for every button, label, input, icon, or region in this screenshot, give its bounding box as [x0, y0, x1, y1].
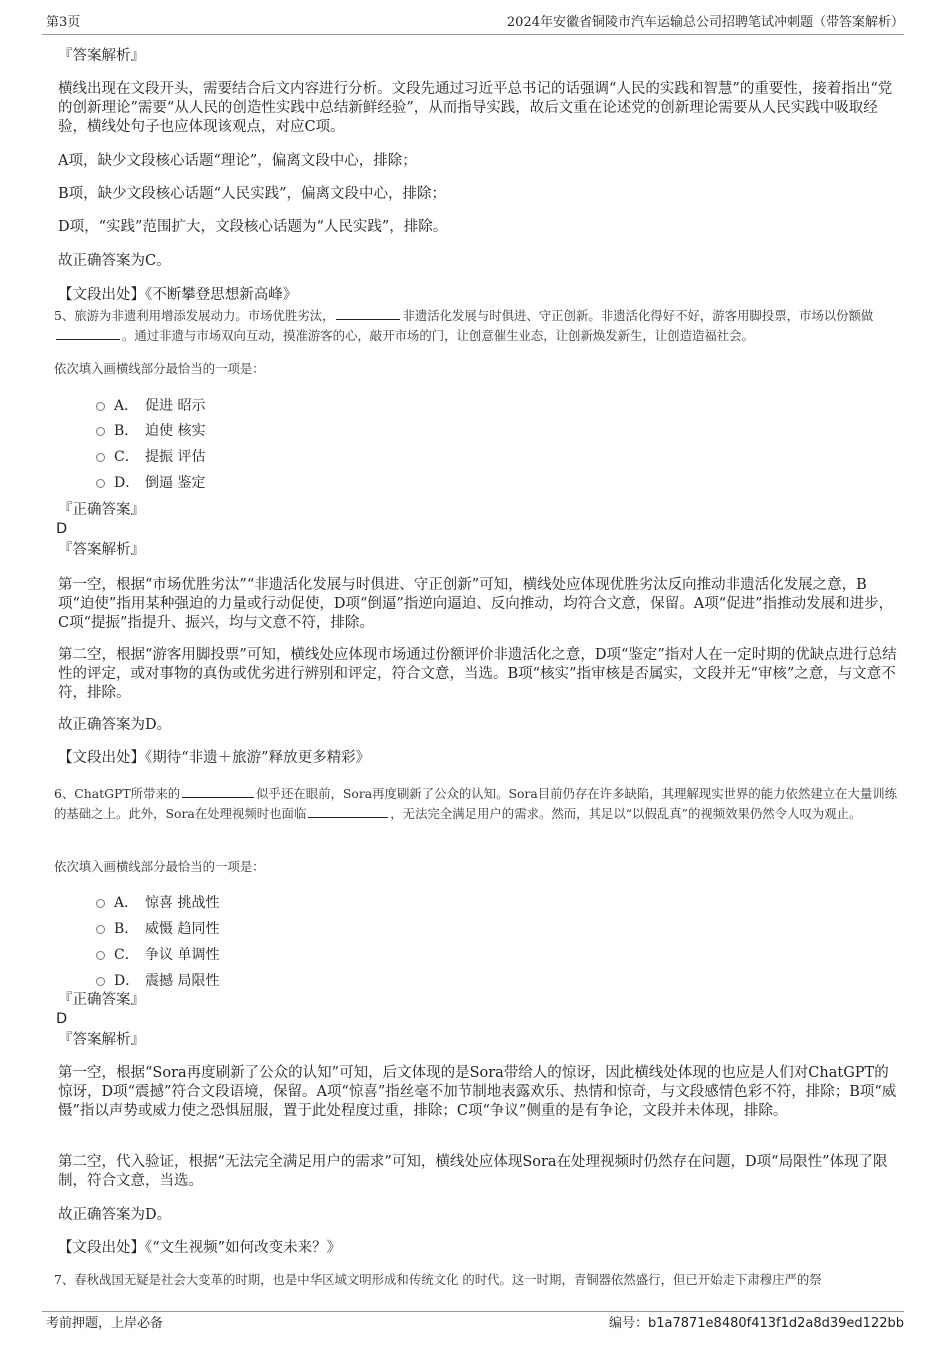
question-prompt: 依次填入画横线部分最恰当的一项是： — [54, 859, 265, 874]
footer-slogan: 考前押题，上岸必备 — [46, 1316, 164, 1331]
radio-icon[interactable] — [96, 479, 105, 488]
option-c[interactable]: C． 争议 单调性 — [96, 945, 219, 965]
radio-icon[interactable] — [96, 977, 105, 986]
option-a[interactable]: A． 促进 昭示 — [96, 396, 205, 416]
analysis-paragraph: 第二空，代入验证，根据“无法完全满足用户的需求”可知，横线处应体现Sora在处理视频时仍然存在问题，D项“局限性”体现了限制，符合文意，当选。 — [58, 1154, 888, 1189]
question-stem: 6、ChatGPT所带来的 似乎还在眼前，Sora再度刷新了公众的认知。Sora目前仍存在许多缺陷，其理解现实世界的能力依然建立在大量训练的基础之上。此外，Sora在处理视频时也面临 ，无法完全满足用户的需求。然而，其足以“以假乱真”的视频效果仍然令人叹为观止。 — [54, 786, 898, 821]
option-b[interactable]: B． 威慑 趋同性 — [96, 919, 219, 939]
option-c[interactable]: C． 提振 评估 — [96, 447, 205, 467]
analysis-paragraph: 横线出现在文段开头，需要结合后文内容进行分析。文段先通过习近平总书记的话强调“人民的实践和智慧”的重要性，接着指出“党的创新理论”需要“从人民的创造性实践中总结新鲜经验”，从而指导实践，故后文重在论述党的创新理论需要从人民实践中吸取经验，横线处句子也应体现该观点，对应C项。 — [58, 81, 893, 135]
radio-icon[interactable] — [96, 402, 105, 411]
answer-blank — [182, 784, 254, 798]
radio-icon[interactable] — [96, 951, 105, 960]
analysis-paragraph: 第一空，根据“Sora再度刷新了公众的认知”可知，后文体现的是Sora带给人的惊讶，因此横线处体现的也应是人们对ChatGPT的惊讶，D项“震撼”符合文段语境，保留。A项“惊喜”指丝毫不加节制地表露欢乐、热情和惊奇，与文段感情色彩不符，排除；B项“威慑”指以声势或威力使之恐惧屈服，置于此处程度过重，排除；C项“争议”侧重的是有争论，文段并未体现，排除。 — [58, 1065, 897, 1119]
analysis-label: 『答案解析』 — [58, 542, 145, 558]
option-a[interactable]: A． 惊喜 挑战性 — [96, 893, 219, 913]
option-d[interactable]: D． 震撼 局限性 — [96, 971, 219, 991]
radio-icon[interactable] — [96, 925, 105, 934]
question-stem: 7、春秋战国无疑是社会大变革的时期，也是中华区域文明形成和传统文化 的时代。这一时期，青铜器依然盛行，但已开始走下肃穆庄严的祭 — [54, 1272, 822, 1287]
conclusion: 故正确答案为D。 — [58, 1207, 172, 1223]
analysis-paragraph: A项，缺少文段核心话题“理论”，偏离文段中心，排除； — [58, 153, 417, 169]
option-b[interactable]: B． 迫使 核实 — [96, 421, 205, 441]
document-title: 2024年安徽省铜陵市汽车运输总公司招聘笔试冲刺题（带答案解析） — [506, 15, 904, 30]
radio-icon[interactable] — [96, 427, 105, 436]
page-footer — [42, 1311, 904, 1334]
analysis-label: 『答案解析』 — [58, 1032, 145, 1048]
answer-blank — [336, 306, 400, 320]
analysis-paragraph: 第二空，根据“游客用脚投票”可知，横线处应体现市场通过份额评价非遗活化之意，D项“鉴定”指对人在一定时期的优缺点进行总结性的评定，或对事物的真伪或优劣进行辨别和评定，符合文意，当选。B项“核实”指审核是否属实，文段并无“审核”之意，与文意不符，排除。 — [58, 647, 897, 701]
source-citation: 【文段出处】《期待“非遗＋旅游”释放更多精彩》 — [58, 750, 371, 766]
page-header — [42, 14, 904, 35]
correct-answer-label: 『正确答案』 — [58, 992, 145, 1008]
correct-answer: D — [56, 521, 68, 537]
question-stem: 5、旅游为非遗利用增添发展动力。市场优胜劣汰， 非遗活化发展与时俱进、守正创新。非遗活化得好不好，游客用脚投票，市场以份额做。通过非遗与市场双向互动，摸准游客的心，敲开市场的门，让创意催生业态，让创新焕发新生，让创造造福社会。 — [54, 308, 874, 343]
radio-icon[interactable] — [96, 899, 105, 908]
analysis-label: 『答案解析』 — [58, 48, 145, 64]
analysis-paragraph: B项，缺少文段核心话题“人民实践”，偏离文段中心，排除； — [58, 186, 446, 202]
conclusion: 故正确答案为C。 — [58, 253, 171, 269]
conclusion: 故正确答案为D。 — [58, 717, 172, 733]
document-code: 编号：b1a7871e8480f413f1d2a8d39ed122bb — [608, 1316, 904, 1331]
answer-blank — [308, 804, 388, 818]
answer-blank — [56, 326, 120, 340]
analysis-paragraph: 第一空，根据“市场优胜劣汰”“非遗活化发展与时俱进、守正创新”可知，横线处应体现优胜劣汰反向推动非遗活化发展之意，B项“迫使”指用某种强迫的力量或行动促使，D项“倒逼”指逆向逼迫、反向推动，均符合文意，保留。A项“促进”指推动发展和进步，C项“提振”指提升、振兴，均与文意不符，排除。 — [58, 577, 894, 631]
page-number: 第3页 — [46, 15, 81, 30]
correct-answer: D — [56, 1011, 68, 1027]
source-citation: 【文段出处】《“文生视频”如何改变未来？》 — [58, 1240, 342, 1256]
correct-answer-label: 『正确答案』 — [58, 502, 145, 518]
option-d[interactable]: D． 倒逼 鉴定 — [96, 473, 205, 493]
question-prompt: 依次填入画横线部分最恰当的一项是： — [54, 361, 265, 376]
analysis-paragraph: D项，“实践”范围扩大，文段核心话题为“人民实践”，排除。 — [58, 219, 448, 235]
source-citation: 【文段出处】《不断攀登思想新高峰》 — [58, 287, 298, 303]
radio-icon[interactable] — [96, 453, 105, 462]
